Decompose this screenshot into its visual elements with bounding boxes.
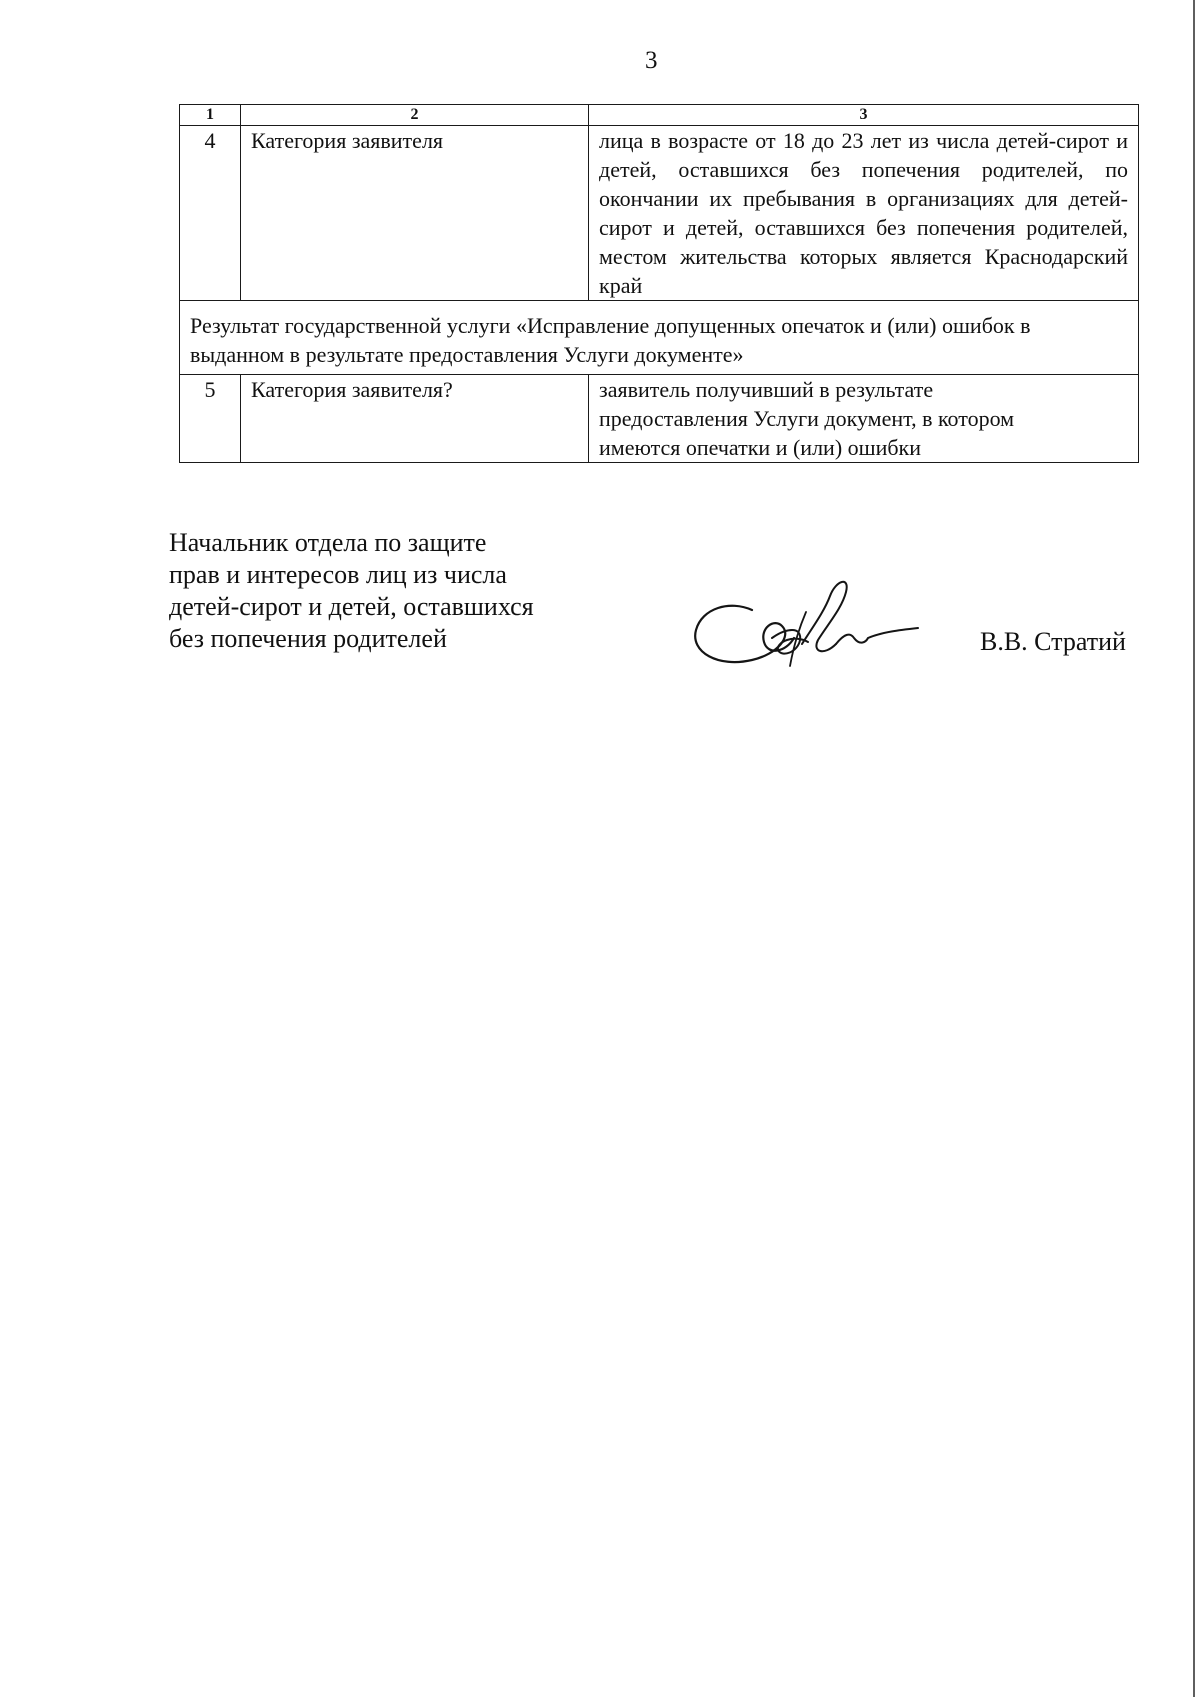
table-header-row — [180, 105, 1139, 126]
row-value — [589, 375, 1139, 463]
row-value-line: заявитель получивший в результате — [599, 377, 934, 402]
position-line: без попечения родителей — [169, 624, 447, 653]
header-cell-3: 3 — [589, 105, 1139, 126]
row-label: Категория заявителя — [241, 126, 589, 301]
section-heading: Результат государственной услуги «Исправление допущенных опечаток и (или) ошибок в выданном в результате предоставления Услуги документе» — [180, 301, 1139, 375]
row-label: Категория заявителя? — [241, 375, 589, 463]
service-table — [179, 104, 1139, 463]
page-number: 3 — [645, 47, 658, 74]
scan-edge-line — [1193, 0, 1195, 1697]
row-number: 4 — [180, 126, 241, 301]
handwritten-signature — [690, 572, 920, 672]
table-section-row — [180, 301, 1139, 375]
position-line: прав и интересов лиц из числа — [169, 560, 507, 589]
row-number: 5 — [180, 375, 241, 463]
row-value-line: предоставления Услуги документ, в котором — [599, 406, 1015, 431]
signer-name: В.В. Стратий — [980, 627, 1126, 656]
row-value-line: имеются опечатки и (или) ошибки — [599, 435, 922, 460]
header-cell-1: 1 — [180, 105, 241, 126]
signer-position — [169, 527, 534, 655]
position-line: детей-сирот и детей, оставшихся — [169, 592, 534, 621]
row-value: лица в возрасте от 18 до 23 лет из числа детей-сирот и детей, оставшихся без попечения родителей, по окончании их пребывания в организациях для детей-сирот и детей, оставшихся без попечения родителей, местом жительства которых является Краснодарский край — [589, 126, 1139, 301]
table-row-5 — [180, 375, 1139, 463]
header-cell-2: 2 — [241, 105, 589, 126]
table-row-4 — [180, 126, 1139, 301]
position-line: Начальник отдела по защите — [169, 528, 487, 557]
